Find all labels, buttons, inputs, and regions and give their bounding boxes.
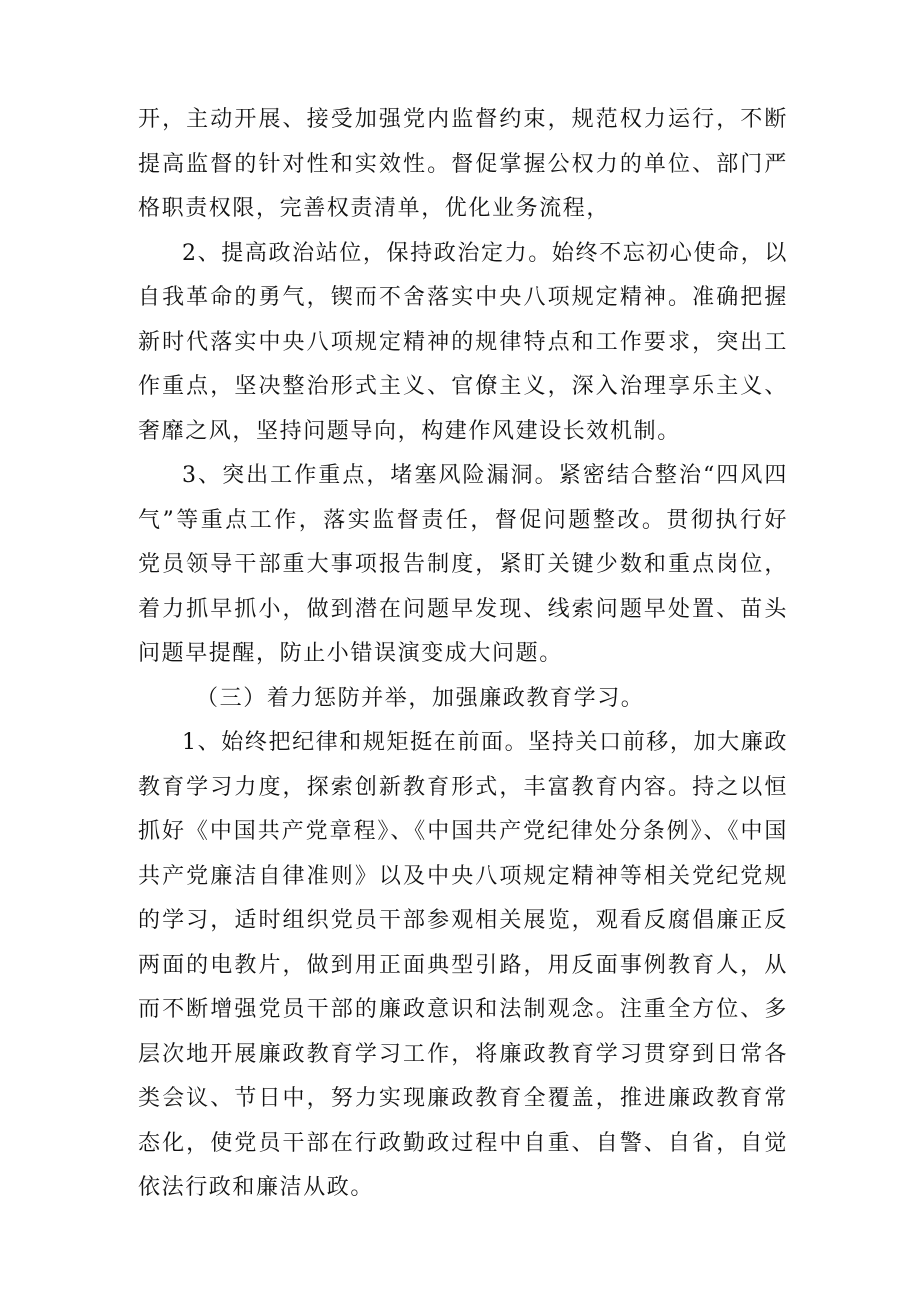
section-heading: （三）着力惩防并举，加强廉政教育学习。 (196, 685, 645, 711)
document-page (138, 98, 788, 1211)
paragraph-item-2: 2、提高政治站位，保持政治定力。始终不忘初心使命，以自我革命的勇气，锲而不舍落实中央八项规定精神。准确把握新时代落实中央八项规定精神的规律特点和工作要求，突出工作重点，坚决整治形式主义、官僚主义，深入治理享乐主义、奢靡之风，坚持问题导向，构建作风建设长效机制。 (138, 240, 788, 444)
paragraph-continuation: 开，主动开展、接受加强党内监督约束，规范权力运行，不断提高监督的针对性和实效性。督促掌握公权力的单位、部门严格职责权限，完善权责清单，优化业务流程， (138, 107, 788, 221)
paragraph-item-1: 1、始终把纪律和规矩挺在前面。坚持关口前移，加大廉政教育学习力度，探索创新教育形式，丰富教育内容。持之以恒抓好《中国共产党章程》、《中国共产党纪律处分条例》、《中国共产党廉洁自律准则》以及中央八项规定精神等相关党纪党规的学习，适时组织党员干部参观相关展览，观看反腐倡廉正反两面的电教片，做到用正面典型引路，用反面事例教育人，从而不断增强党员干部的廉政意识和法制观念。注重全方位、多层次地开展廉政教育学习工作，将廉政教育学习贯穿到日常各类会议、节日中，努力实现廉政教育全覆盖，推进廉政教育常态化，使党员干部在行政勤政过程中自重、自警、自省，自觉依法行政和廉洁从政。 (138, 730, 788, 1200)
paragraph-item-3: 3、突出工作重点，堵塞风险漏洞。紧密结合整治“四风四气”等重点工作，落实监督责任，督促问题整改。贯彻执行好党员领导干部重大事项报告制度，紧盯关键少数和重点岗位，着力抓早抓小，做到潜在问题早发现、线索问题早处置、苗头问题早提醒，防止小错误演变成大问题。 (138, 463, 788, 666)
